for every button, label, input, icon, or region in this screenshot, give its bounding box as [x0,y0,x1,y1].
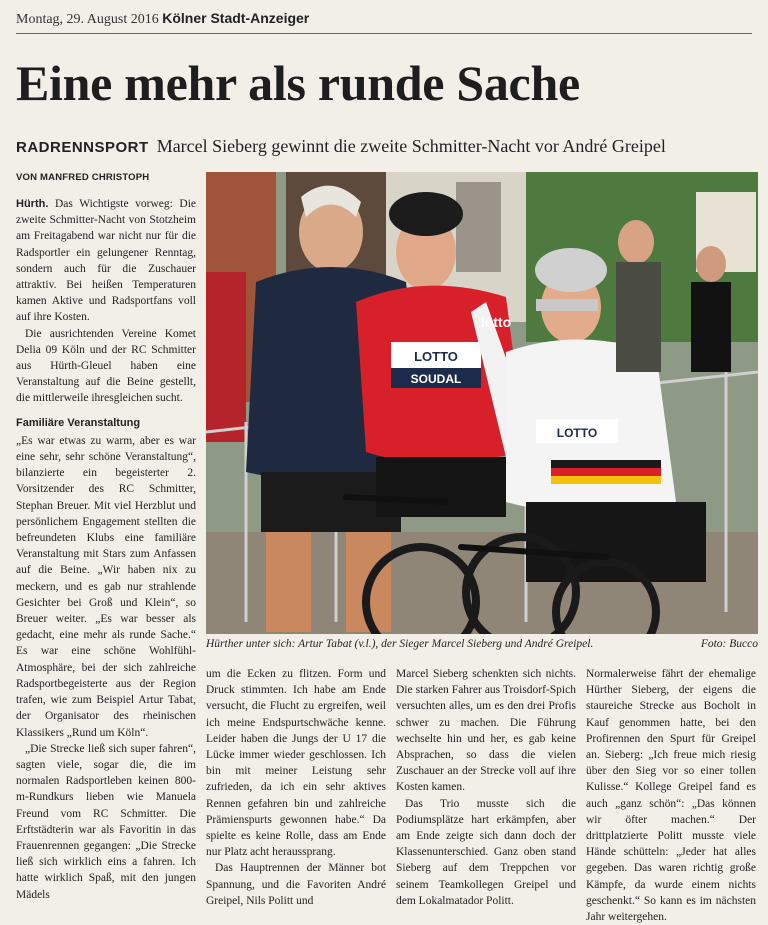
byline: VON MANFRED CHRISTOPH [16,172,150,183]
jersey-text-lotto-1: LOTTO [414,349,458,364]
photo-credit: Foto: Bucco [700,638,758,650]
paragraph: „Die Strecke ließ sich super fahren“, sagten viele, sogar die, die im normalen Radsportleben keinen 800-m-Rundkurs lieben wie Manuela Freund vom RC Schmitter. Die Erftstädterin war als Favoritin in das Frauenrennen gegangen: „Die Strecke ließ sich wirklich eins a fahren. Ich hatte wirklich Spaß, mit den jungen Mädels [16,742,196,901]
headline: Eine mehr als runde Sache [16,55,580,111]
caption-text: Hürther unter sich: Artur Tabat (v.l.), der Sieger Marcel Sieberg und André Greipel. [206,638,594,650]
subheadline-text: Marcel Sieberg gewinnt die zweite Schmitter-Nacht vor André Greipel [156,136,666,156]
jersey-text-lotto-2: LOTTO [556,426,598,440]
header-rule [16,33,752,34]
paragraph: Normalerweise fährt der ehemalige Hürther Sieberg, der eigens die staureiche Strecke aus Bocholt in Kauf genommen hatte, bei den Profirennen den Spurt für Greipel an. Sieberg: „Ich freue mich riesig über den Sieg vor so einer tollen Kulisse.“ Kollege Greipel fand es auch „ganz schön“: „Das können wir öfter machen.“ Der drittplatzierte Politt musste viele Hände schütteln: „Jeder hat alles gegeben. Das waren richtig große Kämpfe, da wurde einem nichts geschenkt.“ So kann es im nächsten Jahr weitergehen. [586,668,756,924]
column-4 [586,666,756,925]
paragraph: Die ausrichtenden Vereine Komet Delia 09 Köln und der RC Schmitter aus Hürth-Gleuel haben eine Veranstaltung auf die Beine gestellt, die mittlerweile ihresgleichen sucht. [16,327,196,405]
photo-illustration [206,172,758,634]
race-photo [206,172,758,634]
column-3 [396,666,576,909]
newspaper-name: Kölner Stadt-Anzeiger [162,10,310,26]
paragraph: Marcel Sieberg schenkten sich nichts. Die starken Fahrer aus Troisdorf-Spich versuchten alles, um es den drei Profis schwer zu machen. Die Führung wechselte hin und her, es gab keine Absprachen, so dass die vielen Zuschauer an der Strecke voll auf ihre Kosten kamen. [396,668,576,794]
paragraph-lead [16,196,196,326]
dateline [16,10,309,28]
paragraph: um die Ecken zu flitzen. Form und Druck stimmten. Ich habe am Ende versucht, die Flucht zu ergreifen, weil ich meine Endspurtschwäche kenne. Leider haben die Jungs der U 17 die Lücke immer wieder geschlossen. Ich bin mit meiner Leistung sehr zufrieden, da ich ein sehr aktives Rennen gefahren bin und zahlreiche Prämienspurts gewonnen habe.“ Da spielte es keine Rolle, dass am Ende nur Platz acht heraussprang. [206,668,386,859]
paragraph: Das Trio musste sich die Podiumsplätze hart erkämpfen, aber am Ende zeigte sich dann doch der Klassenunterschied. Ganz oben stand Sieberg auf dem Treppchen vor seinem Teamkollegen Greipel und dem Lokalmatador Politt. [396,797,576,907]
paragraph-text: Das Wichtigste vorweg: Die zweite Schmitter-Nacht von Stotzheim am Freitagabend war nicht nur für die Radsportler ein gelungener Renntag, sondern auch für die Zuschauer attraktiv. Bei heißen Temperaturen kamen Aktive und Radsportfans voll auf ihre Kosten. [16,198,197,324]
section-subheading: Familiäre Veranstaltung [16,416,141,429]
column-2 [206,666,386,909]
topic-label: RADRENNSPORT [16,139,149,156]
paragraph: „Es war etwas zu warm, aber es war eine sehr, sehr schöne Veranstaltung“, bilanzierte ein begeisterter 2. Vorsitzender des RC Schmitter, Stephan Breuer. Mit viel Herzblut und persönlichem Engagement stellten die befreundeten Klubs eine familiäre Veranstaltung mit Stars zum Anfassen auf die Beine. „Wir haben nix zu meckern, und es gab nur strahlende Gesichter bei Groß und Klein“, so Breuer weiter. „Es war besser als gedacht, eine mehr als runde Sache.“ Es war eine schöne Wohlfühl-Atmosphäre, bei der sich zahlreiche Radsportbegeisterte aus der Region trafen, wie zum Beispiel Artur Tabat, der Organisator des rheinischen Klassikers „Rund um Köln“. [16,434,196,739]
subheadline [16,136,666,157]
jersey-sleeve-text: lotto [480,314,512,330]
issue-date: Montag, 29. August 2016 [16,12,159,27]
jersey-text-soudal-1: SOUDAL [410,372,462,386]
dateline-location: Hürth. [16,198,49,210]
column-1 [16,196,196,903]
photo-caption [206,638,758,650]
paragraph: Das Hauptrennen der Männer bot Spannung, und die Favoriten André Greipel, Nils Politt und [206,862,386,907]
